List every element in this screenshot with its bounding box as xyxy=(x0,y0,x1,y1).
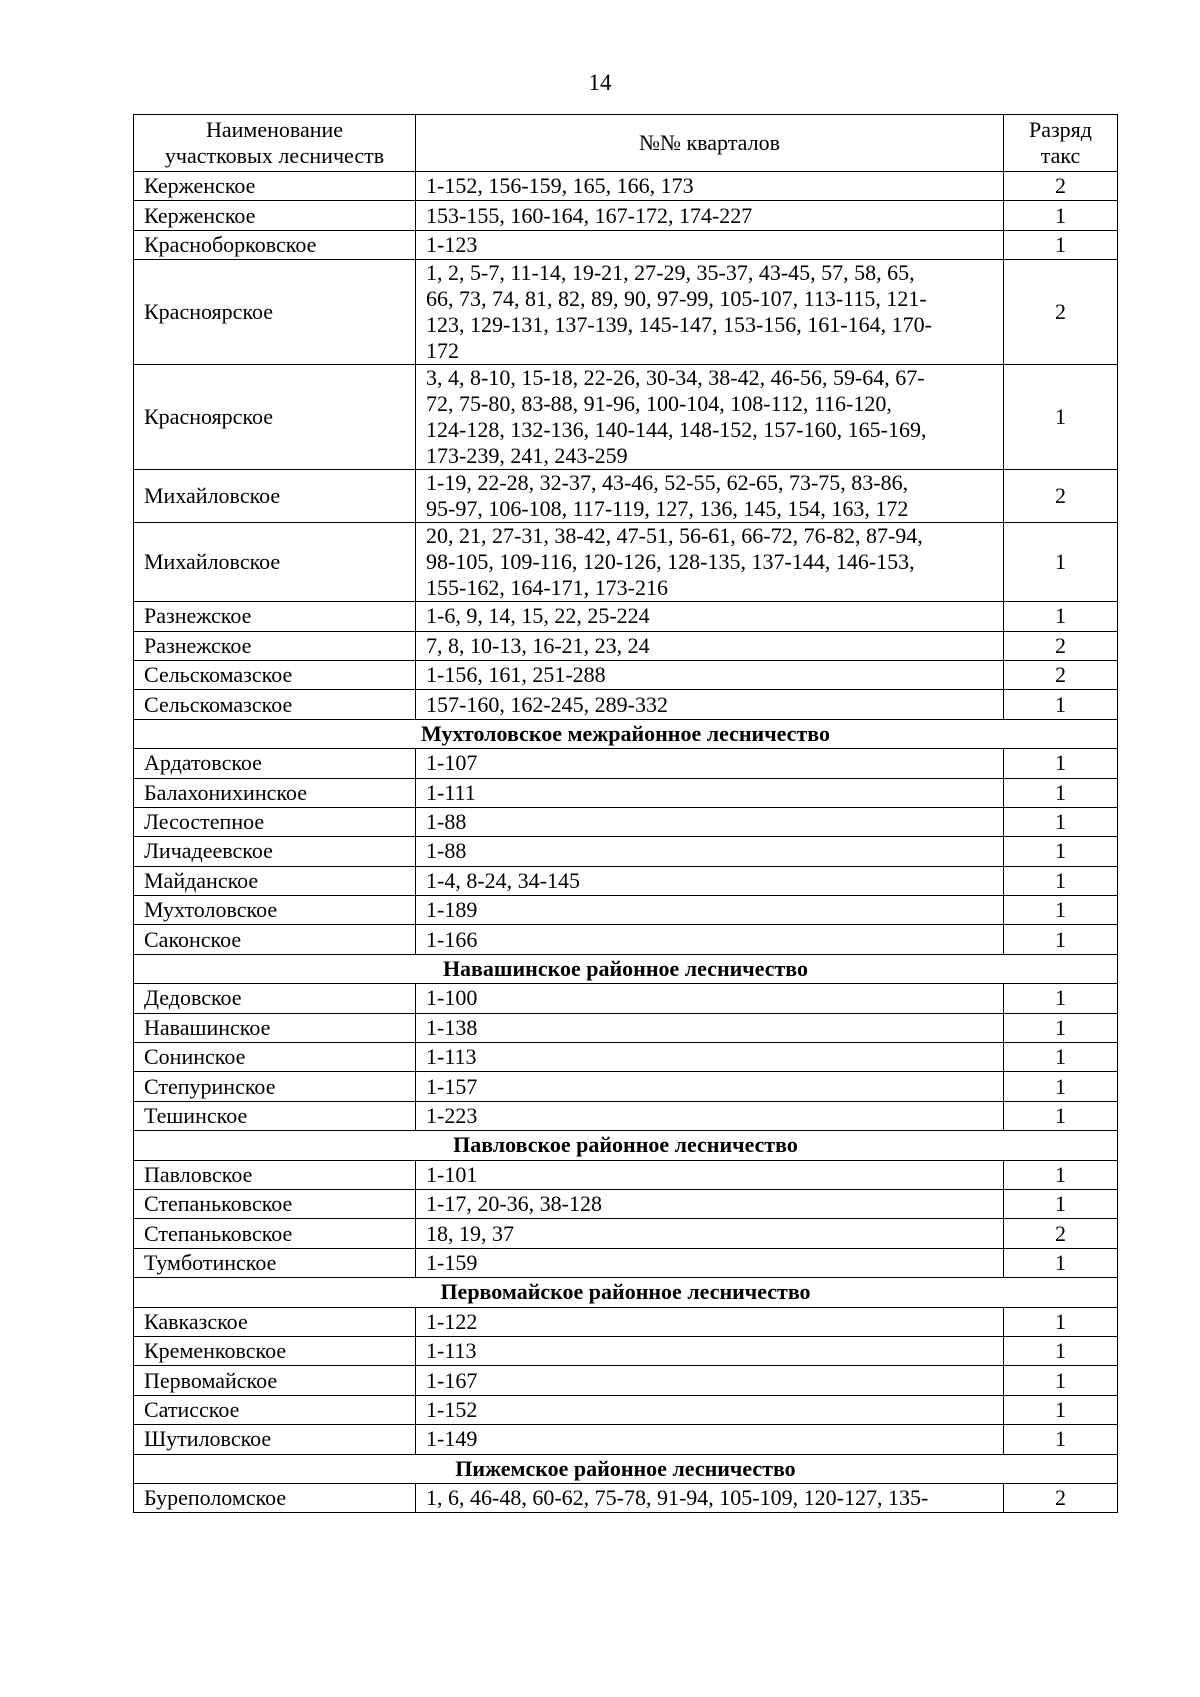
table-row xyxy=(134,1366,1118,1395)
tax-grade-cell: 2 xyxy=(1004,1483,1118,1512)
section-title: Павловское районное лесничество xyxy=(134,1131,1118,1160)
quarters-line: 66, 73, 74, 81, 82, 89, 90, 97-99, 105-107, 113-115, 121- xyxy=(426,286,927,312)
quarters-cell: 1-166 xyxy=(416,925,1004,954)
tax-grade-cell: 1 xyxy=(1004,1013,1118,1042)
header-grade xyxy=(1004,115,1118,172)
tax-grade-cell: 1 xyxy=(1004,690,1118,719)
forestry-name-cell: Красноярское xyxy=(134,260,416,365)
table-row xyxy=(134,1483,1118,1512)
forestry-name-cell: Ардатовское xyxy=(134,749,416,778)
page-number: 14 xyxy=(588,70,612,95)
quarters-cell xyxy=(416,365,1004,470)
tax-grade-cell: 1 xyxy=(1004,365,1118,470)
table-row xyxy=(134,1072,1118,1101)
quarters-cell: 1-4, 8-24, 34-145 xyxy=(416,866,1004,895)
table-row xyxy=(134,1013,1118,1042)
forestry-name-cell: Разнежское xyxy=(134,631,416,660)
table-row xyxy=(134,660,1118,689)
table-row xyxy=(134,1395,1118,1424)
tax-grade-cell: 1 xyxy=(1004,1366,1118,1395)
forestry-name-cell: Первомайское xyxy=(134,1366,416,1395)
table-body xyxy=(134,172,1118,1513)
quarters-cell: 157-160, 162-245, 289-332 xyxy=(416,690,1004,719)
forestry-name-cell: Сатисское xyxy=(134,1395,416,1424)
quarters-line: 95-97, 106-108, 117-119, 127, 136, 145, 154, 163, 172 xyxy=(426,496,909,522)
quarters-line: 20, 21, 27-31, 38-42, 47-51, 56-61, 66-72, 76-82, 87-94, xyxy=(426,523,923,549)
forestry-name-cell: Мухтоловское xyxy=(134,896,416,925)
forestry-name-cell: Степаньковское xyxy=(134,1189,416,1218)
quarters-cell: 1-157 xyxy=(416,1072,1004,1101)
tax-grade-cell: 1 xyxy=(1004,807,1118,836)
quarters-cell xyxy=(416,470,1004,523)
forestry-name-cell: Тумботинское xyxy=(134,1248,416,1277)
tax-grade-cell: 1 xyxy=(1004,1248,1118,1277)
table-row xyxy=(134,1189,1118,1218)
quarters-cell xyxy=(416,523,1004,602)
quarters-cell: 1-159 xyxy=(416,1248,1004,1277)
quarters-line: 173-239, 241, 243-259 xyxy=(426,443,628,469)
forestry-name-cell: Михайловское xyxy=(134,470,416,523)
table-row xyxy=(134,172,1118,201)
forestry-name-cell: Кавказское xyxy=(134,1307,416,1336)
tax-grade-cell: 1 xyxy=(1004,1160,1118,1189)
table-row xyxy=(134,1336,1118,1365)
table-row xyxy=(134,1307,1118,1336)
quarters-cell: 1-156, 161, 251-288 xyxy=(416,660,1004,689)
table-row xyxy=(134,201,1118,230)
quarters-cell: 1-113 xyxy=(416,1043,1004,1072)
tax-grade-cell: 2 xyxy=(1004,631,1118,660)
forestry-name-cell: Кременковское xyxy=(134,1336,416,1365)
table-row xyxy=(134,837,1118,866)
header-name xyxy=(134,115,416,172)
quarters-line: 98-105, 109-116, 120-126, 128-135, 137-144, 146-153, xyxy=(426,549,915,575)
tax-grade-cell: 1 xyxy=(1004,1101,1118,1130)
quarters-cell: 1-152 xyxy=(416,1395,1004,1424)
section-header-row xyxy=(134,1131,1118,1160)
quarters-cell: 1-123 xyxy=(416,230,1004,259)
tax-grade-cell: 2 xyxy=(1004,172,1118,201)
table-row xyxy=(134,690,1118,719)
tax-grade-cell: 1 xyxy=(1004,1072,1118,1101)
quarters-cell: 1-6, 9, 14, 15, 22, 25-224 xyxy=(416,602,1004,631)
quarters-cell: 1-189 xyxy=(416,896,1004,925)
section-header-row xyxy=(134,954,1118,983)
table-row xyxy=(134,631,1118,660)
table-row xyxy=(134,1160,1118,1189)
forestry-name-cell: Сельскомазское xyxy=(134,660,416,689)
quarters-cell: 1-223 xyxy=(416,1101,1004,1130)
tax-grade-cell: 1 xyxy=(1004,602,1118,631)
quarters-line: 155-162, 164-171, 173-216 xyxy=(426,575,668,601)
forestry-name-cell: Сонинское xyxy=(134,1043,416,1072)
quarters-cell: 1-88 xyxy=(416,807,1004,836)
tax-grade-cell: 2 xyxy=(1004,470,1118,523)
table-row xyxy=(134,470,1118,523)
tax-grade-cell: 1 xyxy=(1004,523,1118,602)
tax-grade-cell: 1 xyxy=(1004,1336,1118,1365)
tax-grade-cell: 1 xyxy=(1004,749,1118,778)
section-header-row xyxy=(134,1278,1118,1307)
tax-grade-cell: 1 xyxy=(1004,230,1118,259)
forestry-name-cell: Красноборковское xyxy=(134,230,416,259)
tax-grade-cell: 1 xyxy=(1004,201,1118,230)
table-row xyxy=(134,230,1118,259)
quarters-cell: 1-138 xyxy=(416,1013,1004,1042)
quarters-cell: 1-17, 20-36, 38-128 xyxy=(416,1189,1004,1218)
forestry-name-cell: Буреполомское xyxy=(134,1483,416,1512)
header-grade-line1: Разряд xyxy=(1028,117,1092,142)
quarters-cell: 1-122 xyxy=(416,1307,1004,1336)
quarters-cell: 153-155, 160-164, 167-172, 174-227 xyxy=(416,201,1004,230)
header-name-line2: участковых лесничеств xyxy=(164,143,385,168)
quarters-line: 3, 4, 8-10, 15-18, 22-26, 30-34, 38-42, 46-56, 59-64, 67- xyxy=(426,365,925,391)
forestry-name-cell: Красноярское xyxy=(134,365,416,470)
tax-grade-cell: 1 xyxy=(1004,1307,1118,1336)
table-row xyxy=(134,749,1118,778)
quarters-line: 1-19, 22-28, 32-37, 43-46, 52-55, 62-65, 73-75, 83-86, xyxy=(426,470,909,496)
quarters-line: 123, 129-131, 137-139, 145-147, 153-156, 161-164, 170- xyxy=(426,312,932,338)
quarters-cell: 1-101 xyxy=(416,1160,1004,1189)
tax-grade-cell: 1 xyxy=(1004,866,1118,895)
tax-grade-cell: 2 xyxy=(1004,660,1118,689)
table-row xyxy=(134,896,1118,925)
tax-grade-cell: 1 xyxy=(1004,1043,1118,1072)
forestry-name-cell: Навашинское xyxy=(134,1013,416,1042)
tax-grade-cell: 1 xyxy=(1004,837,1118,866)
quarters-line: 124-128, 132-136, 140-144, 148-152, 157-160, 165-169, xyxy=(426,417,927,443)
forestry-name-cell: Михайловское xyxy=(134,523,416,602)
table-row xyxy=(134,778,1118,807)
table-row xyxy=(134,866,1118,895)
forestry-name-cell: Павловское xyxy=(134,1160,416,1189)
quarters-line: 72, 75-80, 83-88, 91-96, 100-104, 108-112, 116-120, xyxy=(426,391,892,417)
forestry-name-cell: Керженское xyxy=(134,201,416,230)
forestry-name-cell: Шутиловское xyxy=(134,1425,416,1454)
forest-quarters-table xyxy=(133,114,1118,1513)
forestry-name-cell: Степаньковское xyxy=(134,1219,416,1248)
section-title: Навашинское районное лесничество xyxy=(134,954,1118,983)
forestry-name-cell: Сельскомазское xyxy=(134,690,416,719)
quarters-cell: 1-100 xyxy=(416,984,1004,1013)
quarters-cell: 1-152, 156-159, 165, 166, 173 xyxy=(416,172,1004,201)
tax-grade-cell: 1 xyxy=(1004,1189,1118,1218)
table-row xyxy=(134,1219,1118,1248)
forestry-name-cell: Майданское xyxy=(134,866,416,895)
quarters-cell: 1, 6, 46-48, 60-62, 75-78, 91-94, 105-109, 120-127, 135- xyxy=(416,1483,1004,1512)
quarters-cell: 7, 8, 10-13, 16-21, 23, 24 xyxy=(416,631,1004,660)
quarters-cell: 1-167 xyxy=(416,1366,1004,1395)
table-row xyxy=(134,984,1118,1013)
forestry-name-cell: Степуринское xyxy=(134,1072,416,1101)
table-row xyxy=(134,260,1118,365)
forestry-name-cell: Балахонихинское xyxy=(134,778,416,807)
forestry-name-cell: Разнежское xyxy=(134,602,416,631)
table-row xyxy=(134,925,1118,954)
quarters-cell: 18, 19, 37 xyxy=(416,1219,1004,1248)
header-name-line1: Наименование xyxy=(205,117,344,142)
table-row xyxy=(134,1248,1118,1277)
table-row xyxy=(134,602,1118,631)
quarters-line: 1, 2, 5-7, 11-14, 19-21, 27-29, 35-37, 43-45, 57, 58, 65, xyxy=(426,260,915,286)
quarters-cell: 1-107 xyxy=(416,749,1004,778)
tax-grade-cell: 1 xyxy=(1004,984,1118,1013)
section-header-row xyxy=(134,1454,1118,1483)
quarters-cell xyxy=(416,260,1004,365)
section-title: Пижемское районное лесничество xyxy=(134,1454,1118,1483)
section-header-row xyxy=(134,719,1118,748)
quarters-cell: 1-111 xyxy=(416,778,1004,807)
tax-grade-cell: 1 xyxy=(1004,925,1118,954)
section-title: Мухтоловское межрайонное лесничество xyxy=(134,719,1118,748)
forestry-name-cell: Керженское xyxy=(134,172,416,201)
table-row xyxy=(134,807,1118,836)
table-row xyxy=(134,1043,1118,1072)
tax-grade-cell: 2 xyxy=(1004,1219,1118,1248)
forestry-name-cell: Саконское xyxy=(134,925,416,954)
forestry-name-cell: Дедовское xyxy=(134,984,416,1013)
quarters-cell: 1-113 xyxy=(416,1336,1004,1365)
tax-grade-cell: 1 xyxy=(1004,896,1118,925)
tax-grade-cell: 1 xyxy=(1004,778,1118,807)
tax-grade-cell: 1 xyxy=(1004,1395,1118,1424)
header-grade-line2: такс xyxy=(1040,143,1081,168)
section-title: Первомайское районное лесничество xyxy=(134,1278,1118,1307)
tax-grade-cell: 1 xyxy=(1004,1425,1118,1454)
forestry-name-cell: Личадеевское xyxy=(134,837,416,866)
quarters-line: 172 xyxy=(426,338,459,364)
table-row xyxy=(134,365,1118,470)
table-header-row xyxy=(134,115,1118,172)
tax-grade-cell: 2 xyxy=(1004,260,1118,365)
quarters-cell: 1-149 xyxy=(416,1425,1004,1454)
table-row xyxy=(134,1425,1118,1454)
table-row xyxy=(134,523,1118,602)
quarters-cell: 1-88 xyxy=(416,837,1004,866)
forestry-name-cell: Тешинское xyxy=(134,1101,416,1130)
table-row xyxy=(134,1101,1118,1130)
header-quarters: №№ кварталов xyxy=(416,115,1004,172)
forestry-name-cell: Лесостепное xyxy=(134,807,416,836)
